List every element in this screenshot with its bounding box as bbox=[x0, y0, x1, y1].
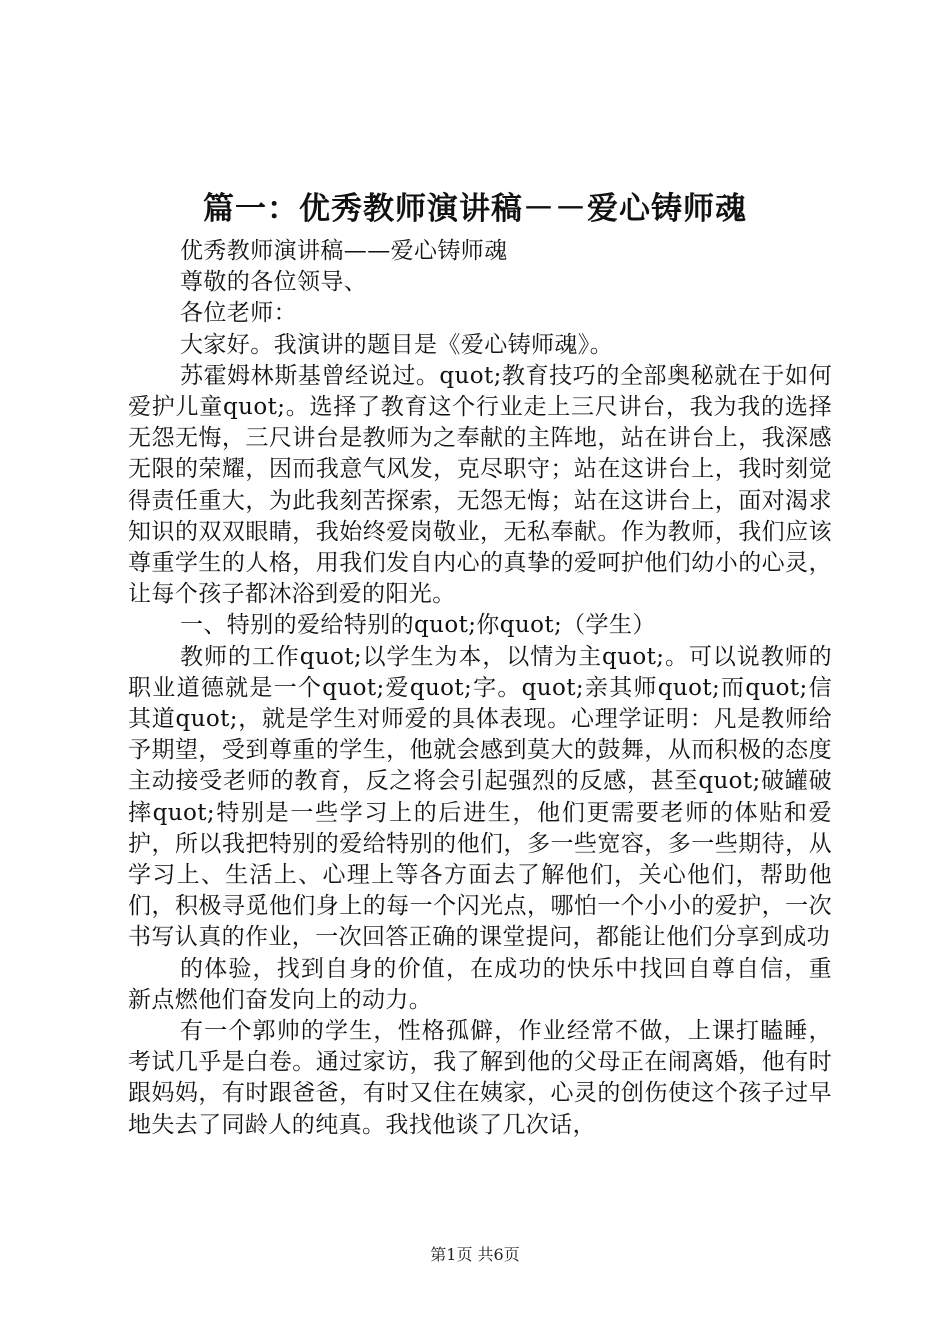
document-body bbox=[128, 236, 832, 1141]
paragraph-body: 有一个郭帅的学生，性格孤僻，作业经常不做，上课打瞌睡，考试几乎是白卷。通过家访，我了解到他的父母正在闹离婚，他有时跟妈妈，有时跟爸爸，有时又住在姨家，心灵的创伤使这个孩子过早地失去了同龄人的纯真。我找他谈了几次话， bbox=[128, 1018, 832, 1138]
paragraph-body: 教师的工作quot;以学生为本，以情为主quot;。可以说教师的职业道德就是一个quot;爱quot;字。quot;亲其师quot;而quot;信其道quot;，就是学生对师爱的具体表现。心理学证明：凡是教师给予期望，受到尊重的学生，他就会感到莫大的鼓舞，从而积极的态度主动接受老师的教育，反之将会引起强烈的反感，甚至quot;破罐破摔quot;特别是一些学习上的后进生，他们更需要老师的体贴和爱护，所以我把特别的爱给特别的他们，多一些宽容，多一些期待，从学习上、生活上、心理上等各方面去了解他们，关心他们，帮助他们，积极寻觅他们身上的每一个闪光点，哪怕一个小小的爱护，一次书写认真的作业，一次回答正确的课堂提问，都能让他们分享到成功 bbox=[128, 643, 832, 951]
paragraph-section-heading: 一、特别的爱给特别的quot;你quot;（学生） bbox=[180, 612, 656, 639]
paragraph-body: 的体验，找到自身的价值，在成功的快乐中找回自尊自信，重新点燃他们奋发向上的动力。 bbox=[128, 955, 832, 1013]
paragraph-body: 苏霍姆林斯基曾经说过。quot;教育技巧的全部奥秘就在于如何爱护儿童quot;。选择了教育这个行业走上三尺讲台，我为我的选择无怨无悔，三尺讲台是教师为之奉献的主阵地，站在讲台上，我深感无限的荣耀，因而我意气风发，克尽职守；站在这讲台上，我时刻觉得责任重大，为此我刻苦探索，无怨无悔；站在这讲台上，面对渴求知识的双双眼睛，我始终爱岗敬业，无私奉献。作为教师，我们应该尊重学生的人格，用我们发自内心的真挚的爱呵护他们幼小的心灵，让每个孩子都沐浴到爱的阳光。 bbox=[128, 362, 832, 608]
page-number-footer: 第1页 共6页 bbox=[430, 1245, 520, 1264]
document-title: 篇一：优秀教师演讲稿－－爱心铸师魂 bbox=[203, 191, 747, 227]
paragraph-subtitle: 优秀教师演讲稿——爱心铸师魂 bbox=[180, 238, 508, 264]
paragraph-salutation-2: 各位老师： bbox=[180, 300, 297, 327]
paragraph-greeting: 大家好。我演讲的题目是《爱心铸师魂》。 bbox=[180, 331, 614, 358]
paragraph-salutation-1: 尊敬的各位领导、 bbox=[180, 269, 368, 296]
